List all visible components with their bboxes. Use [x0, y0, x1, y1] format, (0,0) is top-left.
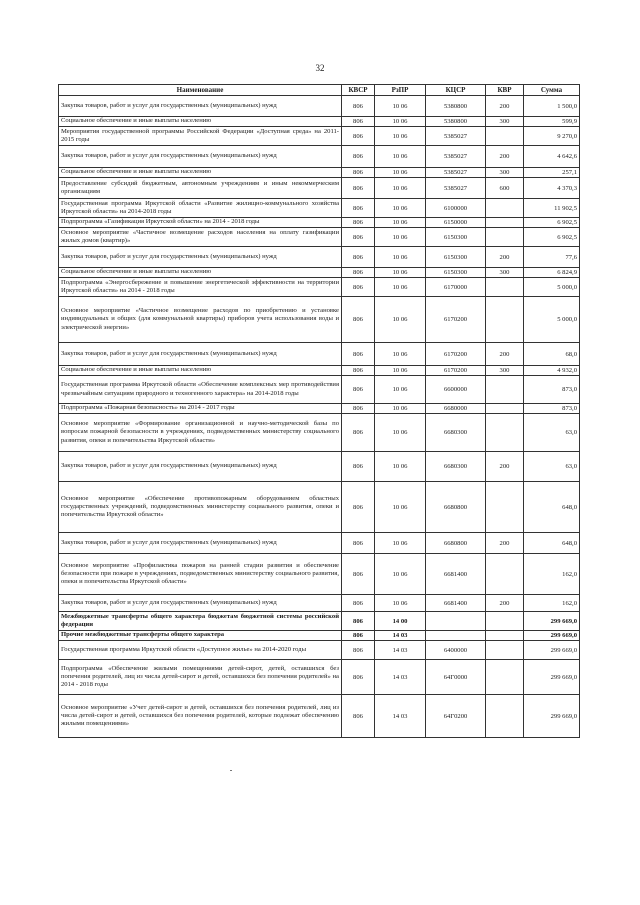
cell-kvr: 200 — [486, 533, 524, 554]
table-row — [59, 641, 580, 660]
cell-kcsr: 5385027 — [426, 127, 486, 146]
cell-kcsr: 6680800 — [426, 482, 486, 533]
cell-name: Закупка товаров, работ и услуг для государственных (муниципальных) нужд — [59, 146, 342, 168]
cell-kvsr: 806 — [342, 482, 375, 533]
cell-rzpr: 10 06 — [375, 268, 426, 278]
cell-kcsr: 6681400 — [426, 554, 486, 595]
cell-kvr — [486, 199, 524, 218]
cell-kvsr: 806 — [342, 343, 375, 366]
cell-name: Подпрограмма «Обеспечение жилыми помещениями детей-сирот, детей, оставшихся без попечения родителей, лиц из числа детей-сирот и детей, оставшихся без попечения родителей» на 2014 - 2018 годы — [59, 660, 342, 695]
cell-name: Подпрограмма «Пожарная безопасность» на 2014 - 2017 годы — [59, 404, 342, 414]
cell-rzpr: 10 06 — [375, 533, 426, 554]
cell-rzpr: 10 06 — [375, 278, 426, 297]
cell-name: Подпрограмма «Газификация Иркутской области» на 2014 - 2018 годы — [59, 218, 342, 228]
cell-kvsr: 806 — [342, 595, 375, 612]
cell-kvr — [486, 127, 524, 146]
cell-name: Закупка товаров, работ и услуг для государственных (муниципальных) нужд — [59, 595, 342, 612]
cell-name: Социальное обеспечение и иные выплаты населению — [59, 268, 342, 278]
cell-sum: 4 642,6 — [524, 146, 580, 168]
cell-kvsr: 806 — [342, 533, 375, 554]
cell-kcsr: 5385027 — [426, 178, 486, 199]
cell-name: Основное мероприятие «Обеспечение противопожарным оборудованием областных государственных учреждений, подведомственных министерству социального развития, опеки и попечительства Иркутской области» — [59, 482, 342, 533]
budget-table — [58, 84, 580, 738]
cell-name: Предоставление субсидий бюджетным, автономным учреждениям и иным некоммерческим организациям — [59, 178, 342, 199]
cell-rzpr: 10 06 — [375, 96, 426, 117]
cell-kvr: 300 — [486, 168, 524, 178]
cell-kcsr: 6150300 — [426, 228, 486, 247]
cell-sum: 63,0 — [524, 452, 580, 482]
cell-sum: 873,0 — [524, 404, 580, 414]
cell-kcsr: 6150300 — [426, 268, 486, 278]
cell-name: Мероприятия государственной программы Российской Федерации «Доступная среда» на 2011-2015 годы — [59, 127, 342, 146]
table-row — [59, 660, 580, 695]
cell-kcsr: 6170000 — [426, 278, 486, 297]
cell-kvsr: 806 — [342, 228, 375, 247]
cell-rzpr: 10 06 — [375, 297, 426, 343]
cell-name: Основное мероприятие «Учет детей-сирот и детей, оставшихся без попечения родителей, лиц из числа детей-сирот и детей, оставшихся без попечения родителей, которые подлежат обеспечению жилыми помещениями» — [59, 695, 342, 738]
cell-sum: 599,9 — [524, 117, 580, 127]
cell-kvr — [486, 482, 524, 533]
cell-name: Основное мероприятие «Формирование организационной и научно-методической базы по вопросам пожарной безопасности в учреждениях, подведомственных министерству социального развития, опеки и попечительства Иркутской области» — [59, 414, 342, 452]
cell-kvr — [486, 414, 524, 452]
cell-kvr: 200 — [486, 452, 524, 482]
cell-kvsr: 806 — [342, 117, 375, 127]
cell-rzpr: 10 06 — [375, 452, 426, 482]
table-row — [59, 366, 580, 376]
table-row — [59, 127, 580, 146]
cell-rzpr: 10 06 — [375, 366, 426, 376]
cell-sum: 6 902,5 — [524, 228, 580, 247]
cell-rzpr: 10 06 — [375, 247, 426, 268]
header-kvr: КВР — [486, 85, 524, 96]
table-row — [59, 268, 580, 278]
cell-sum: 6 824,9 — [524, 268, 580, 278]
cell-name: Социальное обеспечение и иные выплаты населению — [59, 366, 342, 376]
cell-kvr — [486, 612, 524, 631]
cell-kcsr: 6170200 — [426, 366, 486, 376]
header-sum: Сумма — [524, 85, 580, 96]
cell-kvr — [486, 695, 524, 738]
cell-rzpr: 10 06 — [375, 178, 426, 199]
cell-kvsr: 806 — [342, 660, 375, 695]
cell-sum: 6 902,5 — [524, 218, 580, 228]
cell-name: Основное мероприятие «Профилактика пожаров на ранней стадии развития и обеспечение безопасности при пожаре в учреждениях, подведомственных министерству социального развития, опеки и попечительства Иркутской области» — [59, 554, 342, 595]
cell-sum: 873,0 — [524, 376, 580, 404]
cell-kcsr: 6400000 — [426, 641, 486, 660]
cell-kvsr: 806 — [342, 268, 375, 278]
cell-kvsr: 806 — [342, 168, 375, 178]
cell-rzpr: 10 06 — [375, 168, 426, 178]
table-row — [59, 297, 580, 343]
cell-sum: 68,0 — [524, 343, 580, 366]
cell-kvr — [486, 660, 524, 695]
cell-kcsr: 6680300 — [426, 452, 486, 482]
table-row — [59, 247, 580, 268]
cell-rzpr: 10 06 — [375, 228, 426, 247]
cell-kcsr: 6100000 — [426, 199, 486, 218]
cell-kcsr: 6680800 — [426, 533, 486, 554]
cell-kvsr: 806 — [342, 146, 375, 168]
cell-kvsr: 806 — [342, 366, 375, 376]
cell-sum: 5 000,0 — [524, 297, 580, 343]
table-row — [59, 146, 580, 168]
cell-name: Закупка товаров, работ и услуг для государственных (муниципальных) нужд — [59, 96, 342, 117]
cell-kvr — [486, 218, 524, 228]
cell-rzpr: 10 06 — [375, 376, 426, 404]
cell-kvsr: 806 — [342, 96, 375, 117]
table-row — [59, 218, 580, 228]
table-row — [59, 595, 580, 612]
cell-rzpr: 10 06 — [375, 199, 426, 218]
cell-sum: 299 669,0 — [524, 631, 580, 641]
table-row — [59, 414, 580, 452]
cell-sum: 648,0 — [524, 482, 580, 533]
cell-kvsr: 806 — [342, 178, 375, 199]
cell-kvr: 300 — [486, 366, 524, 376]
cell-kvr — [486, 297, 524, 343]
cell-kvr — [486, 278, 524, 297]
cell-rzpr: 14 03 — [375, 695, 426, 738]
cell-kvsr: 806 — [342, 278, 375, 297]
cell-sum: 162,0 — [524, 554, 580, 595]
cell-name: Государственная программа Иркутской области «Развитие жилищно-коммунального хозяйства Иркутской области» на 2014-2018 годы — [59, 199, 342, 218]
cell-name: Социальное обеспечение и иные выплаты населению — [59, 117, 342, 127]
cell-kcsr: 5380800 — [426, 96, 486, 117]
cell-kvr — [486, 641, 524, 660]
table-row — [59, 631, 580, 641]
cell-sum: 9 270,0 — [524, 127, 580, 146]
cell-name: Закупка товаров, работ и услуг для государственных (муниципальных) нужд — [59, 452, 342, 482]
table-row — [59, 533, 580, 554]
cell-sum: 63,0 — [524, 414, 580, 452]
cell-rzpr: 10 06 — [375, 554, 426, 595]
cell-kvr: 200 — [486, 96, 524, 117]
cell-name: Основное мероприятие «Частичное возмещение расходов по приобретению и установке индивидуальных и общих (для коммунальной квартиры) приборов учета использования воды и электрической энергии» — [59, 297, 342, 343]
cell-kvsr: 806 — [342, 199, 375, 218]
table-row — [59, 376, 580, 404]
cell-kcsr: 5385027 — [426, 146, 486, 168]
table-row — [59, 117, 580, 127]
cell-kvsr: 806 — [342, 297, 375, 343]
cell-name: Подпрограмма «Энергосбережение и повышение энергетической эффективности на территории Иркутской области» на 2014 - 2018 годы — [59, 278, 342, 297]
cell-kcsr: 5380800 — [426, 117, 486, 127]
page-number: 32 — [315, 63, 325, 73]
cell-rzpr: 10 06 — [375, 414, 426, 452]
cell-kvr: 200 — [486, 595, 524, 612]
cell-kcsr — [426, 612, 486, 631]
header-kcsr: КЦСР — [426, 85, 486, 96]
cell-sum: 11 902,5 — [524, 199, 580, 218]
cell-rzpr: 14 03 — [375, 631, 426, 641]
cell-rzpr: 10 06 — [375, 117, 426, 127]
cell-kvsr: 806 — [342, 631, 375, 641]
cell-rzpr: 10 06 — [375, 146, 426, 168]
cell-rzpr: 10 06 — [375, 595, 426, 612]
cell-rzpr: 10 06 — [375, 482, 426, 533]
cell-kvsr: 806 — [342, 641, 375, 660]
cell-sum: 299 669,0 — [524, 695, 580, 738]
cell-rzpr: 10 06 — [375, 343, 426, 366]
table-row — [59, 199, 580, 218]
cell-rzpr: 10 06 — [375, 127, 426, 146]
cell-kvr — [486, 554, 524, 595]
cell-kvr: 600 — [486, 178, 524, 199]
cell-kvr — [486, 228, 524, 247]
cell-kvsr: 806 — [342, 404, 375, 414]
header-rzpr: РзПР — [375, 85, 426, 96]
cell-sum: 299 669,0 — [524, 660, 580, 695]
cell-name: Закупка товаров, работ и услуг для государственных (муниципальных) нужд — [59, 247, 342, 268]
cell-kvsr: 806 — [342, 695, 375, 738]
table-row — [59, 228, 580, 247]
cell-sum: 4 370,3 — [524, 178, 580, 199]
table-row — [59, 168, 580, 178]
cell-sum: 648,0 — [524, 533, 580, 554]
table-row — [59, 482, 580, 533]
cell-sum: 77,6 — [524, 247, 580, 268]
cell-name: Межбюджетные трансферты общего характера бюджетам бюджетной системы российской федерации — [59, 612, 342, 631]
cell-kcsr: 64Г0000 — [426, 660, 486, 695]
cell-name: Закупка товаров, работ и услуг для государственных (муниципальных) нужд — [59, 533, 342, 554]
cell-kvr — [486, 631, 524, 641]
cell-rzpr: 14 03 — [375, 660, 426, 695]
table-row — [59, 404, 580, 414]
cell-kvr: 300 — [486, 268, 524, 278]
table-row — [59, 96, 580, 117]
cell-sum: 1 500,0 — [524, 96, 580, 117]
cell-kvsr: 806 — [342, 612, 375, 631]
cell-name: Основное мероприятие «Частичное возмещение расходов населения на оплату газификации жилых домов (квартир)» — [59, 228, 342, 247]
cell-kcsr: 6170200 — [426, 343, 486, 366]
scan-speck — [230, 770, 232, 771]
cell-kvr: 200 — [486, 247, 524, 268]
cell-kcsr: 6681400 — [426, 595, 486, 612]
cell-name: Социальное обеспечение и иные выплаты населению — [59, 168, 342, 178]
header-kvsr: КВСР — [342, 85, 375, 96]
table-row — [59, 343, 580, 366]
cell-kvr — [486, 404, 524, 414]
cell-name: Государственная программа Иркутской области «Обеспечение комплексных мер противодействия чрезвычайным ситуациям природного и техногенного характера» на 2014-2018 годы — [59, 376, 342, 404]
cell-kvr: 300 — [486, 117, 524, 127]
cell-sum: 5 000,0 — [524, 278, 580, 297]
cell-kcsr: 6680300 — [426, 414, 486, 452]
table-row — [59, 278, 580, 297]
cell-kcsr — [426, 631, 486, 641]
cell-rzpr: 10 06 — [375, 404, 426, 414]
cell-sum: 4 932,0 — [524, 366, 580, 376]
table-header-row — [59, 85, 580, 96]
cell-name: Прочие межбюджетные трансферты общего характера — [59, 631, 342, 641]
cell-kcsr: 6150300 — [426, 247, 486, 268]
cell-kcsr: 5385027 — [426, 168, 486, 178]
cell-kvr: 200 — [486, 146, 524, 168]
cell-rzpr: 14 03 — [375, 641, 426, 660]
cell-kcsr: 6680000 — [426, 404, 486, 414]
cell-kcsr: 64Г0200 — [426, 695, 486, 738]
cell-kvr — [486, 376, 524, 404]
table-body — [59, 96, 580, 738]
table-row — [59, 452, 580, 482]
table-row — [59, 178, 580, 199]
cell-sum: 299 669,0 — [524, 612, 580, 631]
header-name: Наименование — [59, 85, 342, 96]
cell-rzpr: 14 00 — [375, 612, 426, 631]
cell-kvsr: 806 — [342, 376, 375, 404]
cell-sum: 162,0 — [524, 595, 580, 612]
cell-kvsr: 806 — [342, 414, 375, 452]
cell-rzpr: 10 06 — [375, 218, 426, 228]
table-row — [59, 554, 580, 595]
cell-kcsr: 6150000 — [426, 218, 486, 228]
cell-kvr: 200 — [486, 343, 524, 366]
cell-name: Государственная программа Иркутской области «Доступное жилье» на 2014-2020 годы — [59, 641, 342, 660]
cell-kvsr: 806 — [342, 127, 375, 146]
cell-kcsr: 6600000 — [426, 376, 486, 404]
cell-kcsr: 6170200 — [426, 297, 486, 343]
cell-kvsr: 806 — [342, 218, 375, 228]
cell-kvsr: 806 — [342, 452, 375, 482]
cell-kvsr: 806 — [342, 554, 375, 595]
cell-kvsr: 806 — [342, 247, 375, 268]
table-row — [59, 695, 580, 738]
cell-sum: 299 669,0 — [524, 641, 580, 660]
table-row — [59, 612, 580, 631]
cell-sum: 257,1 — [524, 168, 580, 178]
cell-name: Закупка товаров, работ и услуг для государственных (муниципальных) нужд — [59, 343, 342, 366]
